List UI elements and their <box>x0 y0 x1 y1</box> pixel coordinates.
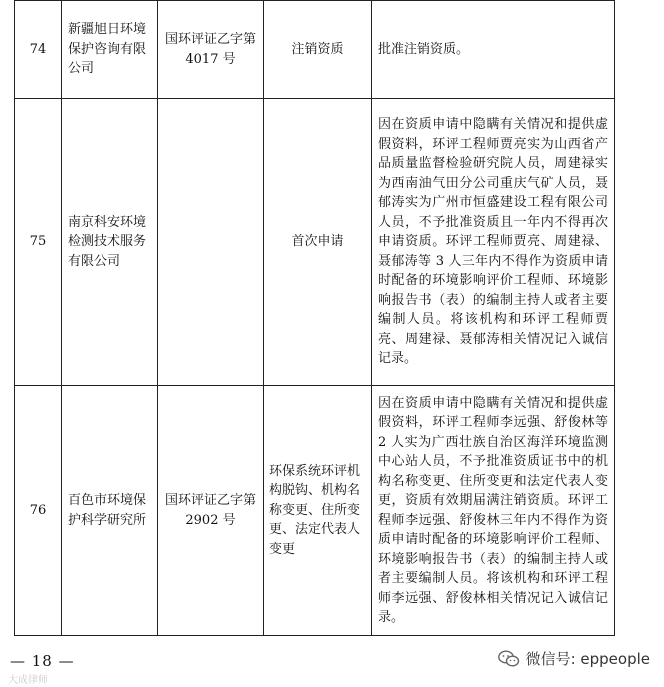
row-number: 75 <box>15 99 62 386</box>
wechat-watermark <box>498 648 650 669</box>
agency-name: 百色市环境保护科学研究所 <box>62 386 158 636</box>
certificate-number <box>158 99 264 386</box>
row-number: 74 <box>15 1 62 99</box>
wechat-icon <box>498 650 520 668</box>
certificate-number: 国环评证乙字第 4017 号 <box>158 1 264 99</box>
qualification-table <box>14 0 615 636</box>
table-row <box>15 99 615 386</box>
row-number: 76 <box>15 386 62 636</box>
review-result: 批准注销资质。 <box>372 1 615 99</box>
agency-name: 新疆旭日环境保护咨询有限公司 <box>62 1 158 99</box>
table-row <box>15 386 615 636</box>
table-row <box>15 1 615 99</box>
page-number: — 18 — <box>10 652 75 670</box>
stamp-watermark: 大成律师 <box>8 675 48 686</box>
application-type: 注销资质 <box>264 1 372 99</box>
application-type: 首次申请 <box>264 99 372 386</box>
wechat-id-label: 微信号: eppeople <box>525 650 650 668</box>
review-result: 因在资质申请中隐瞒有关情况和提供虚假资料，环评工程师李远强、舒俊林等 2 人实为广西壮族自治区海洋环境监测中心站人员，不予批准资质证书中的机构名称变更、住所变更和法定代表人变更，资质有效期届满注销资质。环评工程师李远强、舒俊林三年内不得作为资质申请时配备的环境影响评价工程师、环境影响报告书（表）的编制主持人或者主要编制人员。将该机构和环评工程师李远强、舒俊林相关情况记入诚信记录。 <box>372 386 615 636</box>
certificate-number: 国环评证乙字第 2902 号 <box>158 386 264 636</box>
review-result: 因在资质申请中隐瞒有关情况和提供虚假资料，环评工程师贾亮实为山西省产品质量监督检验研究院人员，周建禄实为西南油气田分公司重庆气矿人员，聂郁涛实为广州市恒盛建设工程有限公司人员，不予批准资质且一年内不得再次申请资质。环评工程师贾亮、周建禄、聂郁涛等 3 人三年内不得作为资质申请时配备的环境影响评价工程师、环境影响报告书（表）的编制主持人或者主要编制人员。将该机构和环评工程师贾亮、周建禄、聂郁涛相关情况记入诚信记录。 <box>372 99 615 386</box>
application-type: 环保系统环评机构脱钩、机构名称变更、住所变更、法定代表人变更 <box>264 386 372 636</box>
agency-name: 南京科安环境检测技术服务有限公司 <box>62 99 158 386</box>
